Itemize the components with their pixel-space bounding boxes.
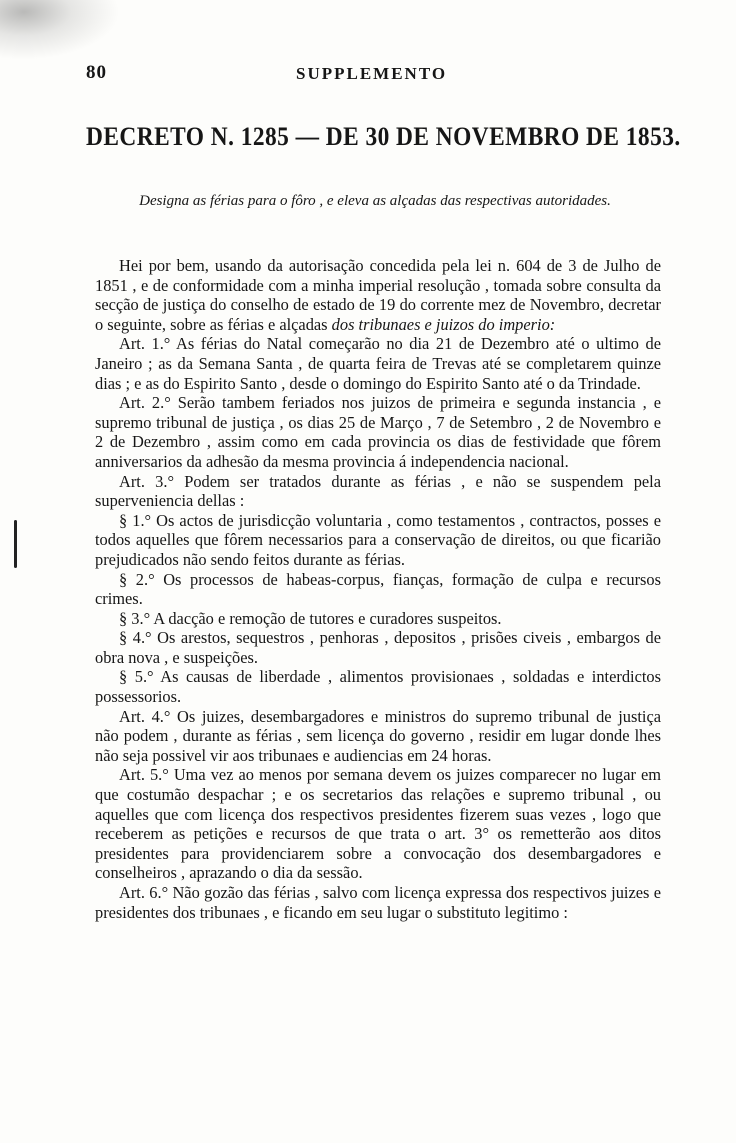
article-2: Art. 2.° Serão tambem feriados nos juizos de primeira e segunda instancia , e supremo tribunal de justiça , os dias 25 de Março , 7 de Setembro , 2 de Novembro e 2 de Dezembro , assim como em cada provincia os dias de festividade que fôrem anniversarios da adhesão da mesma provincia á independencia nacional. xyxy=(95,393,661,471)
article-3-paragraph-2: § 2.° Os processos de habeas-corpus, fianças, formação de culpa e recursos crimes. xyxy=(95,569,661,609)
page-corner-stain xyxy=(0,0,120,60)
article-5: Art. 5.° Uma vez ao menos por semana devem os juizes comparecer no lugar em que costumão despachar ; e os secretarios das relações e supremo tribunal , ou aquelles que com licença dos respectivos presidentes fizerem suas vezes , logo que receberem as petições e recursos de que trata o art. 3° os remetterão aos ditos presidentes para providenciarem sobre a convocação dos desembargadores e conselheiros , aprazando o dia da sessão. xyxy=(95,765,661,883)
running-head: SUPPLEMENTO xyxy=(296,64,448,83)
page-number: 80 xyxy=(86,62,107,83)
article-3-paragraph-4: § 4.° Os arestos, sequestros , penhoras , depositos , prisões civeis , embargos de obra nova , e suspeições. xyxy=(95,628,661,667)
article-3: Art. 3.° Podem ser tratados durante as férias , e não se suspendem pela superveniencia dellas : xyxy=(95,471,661,511)
article-1: Art. 1.° As férias do Natal começarão no dia 21 de Dezembro até o ultimo de Janeiro ; as da Semana Santa , de quarta feira de Trevas até se completarem quinze dias ; e as do Espirito Santo , desde o domingo do Espirito Santo até o da Trindade. xyxy=(95,334,661,393)
preamble-paragraph xyxy=(95,256,661,334)
article-4: Art. 4.° Os juizes, desembargadores e ministros do supremo tribunal de justiça não podem , durante as férias , sem licença do governo , residir em lugar donde lhes não seja possivel vir aos tribunaes e audiencias em 24 horas. xyxy=(95,706,661,765)
margin-mark xyxy=(14,520,17,568)
decree-body xyxy=(95,256,661,922)
preamble-italic-text: dos tribunaes e juizos do imperio: xyxy=(331,314,556,334)
decree-title: DECRETO N. 1285 — DE 30 DE NOVEMBRO DE 1853. xyxy=(86,122,681,151)
article-3-paragraph-3: § 3.° A dacção e remoção de tutores e curadores suspeitos. xyxy=(119,608,502,628)
page-header xyxy=(86,62,686,90)
article-6: Art. 6.° Não gozão das férias , salvo com licença expressa dos respectivos juizes e presidentes dos tribunaes , e ficando em seu lugar o substituto legitimo : xyxy=(95,883,661,922)
decree-summary: Designa as férias para o fôro , e eleva as alçadas das respectivas autoridades. xyxy=(139,193,611,209)
preamble-text: Hei por bem, usando da autorisação concedida pela lei n. 604 de 3 de Julho de 1851 , e de conformidade com a minha imperial resolução , tomada sobre consulta da secção de justiça do conselho de estado de 19 do corrente mez de Novembro, decretar o seguinte, sobre as férias e alçadas xyxy=(95,256,661,334)
article-3-paragraph-5: § 5.° As causas de liberdade , alimentos provisionaes , soldadas e interdictos possessorios. xyxy=(95,667,661,707)
article-3-paragraph-1: § 1.° Os actos de jurisdicção voluntaria , como testamentos , contractos, posses e todos aquelles que fôrem necessarios para a conservação de direitos, ou que ficarião prejudicados não sendo feitos durante as férias. xyxy=(95,510,661,569)
